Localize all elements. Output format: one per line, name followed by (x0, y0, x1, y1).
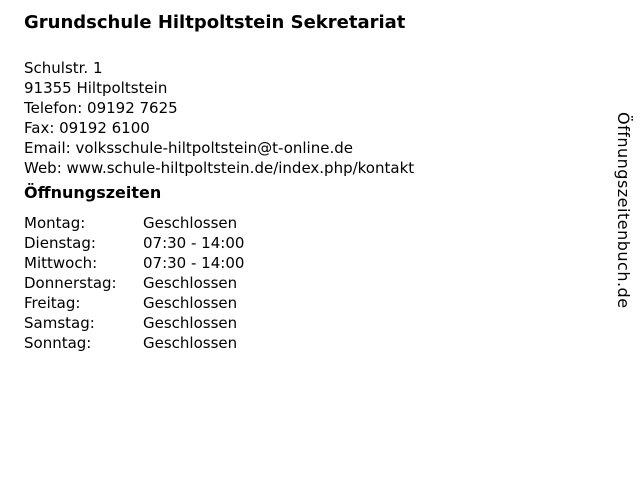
day-label: Mittwoch: (24, 254, 98, 272)
hours-row-thursday (24, 273, 244, 293)
web-line: Web: www.schule-hiltpoltstein.de/index.php/kontakt (24, 159, 415, 177)
hours-row-sunday (24, 333, 244, 353)
opening-hours-table (24, 213, 244, 353)
hours-row-saturday (24, 313, 244, 333)
day-label: Sonntag: (24, 334, 92, 352)
phone-line: Telefon: 09192 7625 (24, 99, 178, 117)
city-line: 91355 Hiltpoltstein (24, 79, 168, 97)
hours-value: 07:30 - 14:00 (143, 254, 245, 272)
hours-value: Geschlossen (143, 314, 238, 332)
hours-row-friday (24, 293, 244, 313)
hours-value: 07:30 - 14:00 (143, 234, 245, 252)
hours-row-wednesday (24, 253, 244, 273)
page-title: Grundschule Hiltpoltstein Sekretariat (24, 12, 406, 33)
oeffnungszeitenbuch-watermark: Öffnungszeitenbuch.de (614, 112, 633, 309)
day-label: Donnerstag: (24, 274, 117, 292)
hours-value: Geschlossen (143, 334, 238, 352)
day-label: Freitag: (24, 294, 81, 312)
day-label: Dienstag: (24, 234, 96, 252)
hours-value: Geschlossen (143, 294, 238, 312)
hours-value: Geschlossen (143, 274, 238, 292)
day-label: Montag: (24, 214, 86, 232)
contact-block (24, 58, 414, 178)
day-label: Samstag: (24, 314, 95, 332)
street-line: Schulstr. 1 (24, 59, 103, 77)
hours-row-monday (24, 213, 244, 233)
hours-value: Geschlossen (143, 214, 238, 232)
email-line: Email: volksschule-hiltpoltstein@t-online.de (24, 139, 353, 157)
hours-row-tuesday (24, 233, 244, 253)
opening-hours-heading: Öffnungszeiten (24, 183, 162, 202)
fax-line: Fax: 09192 6100 (24, 119, 150, 137)
